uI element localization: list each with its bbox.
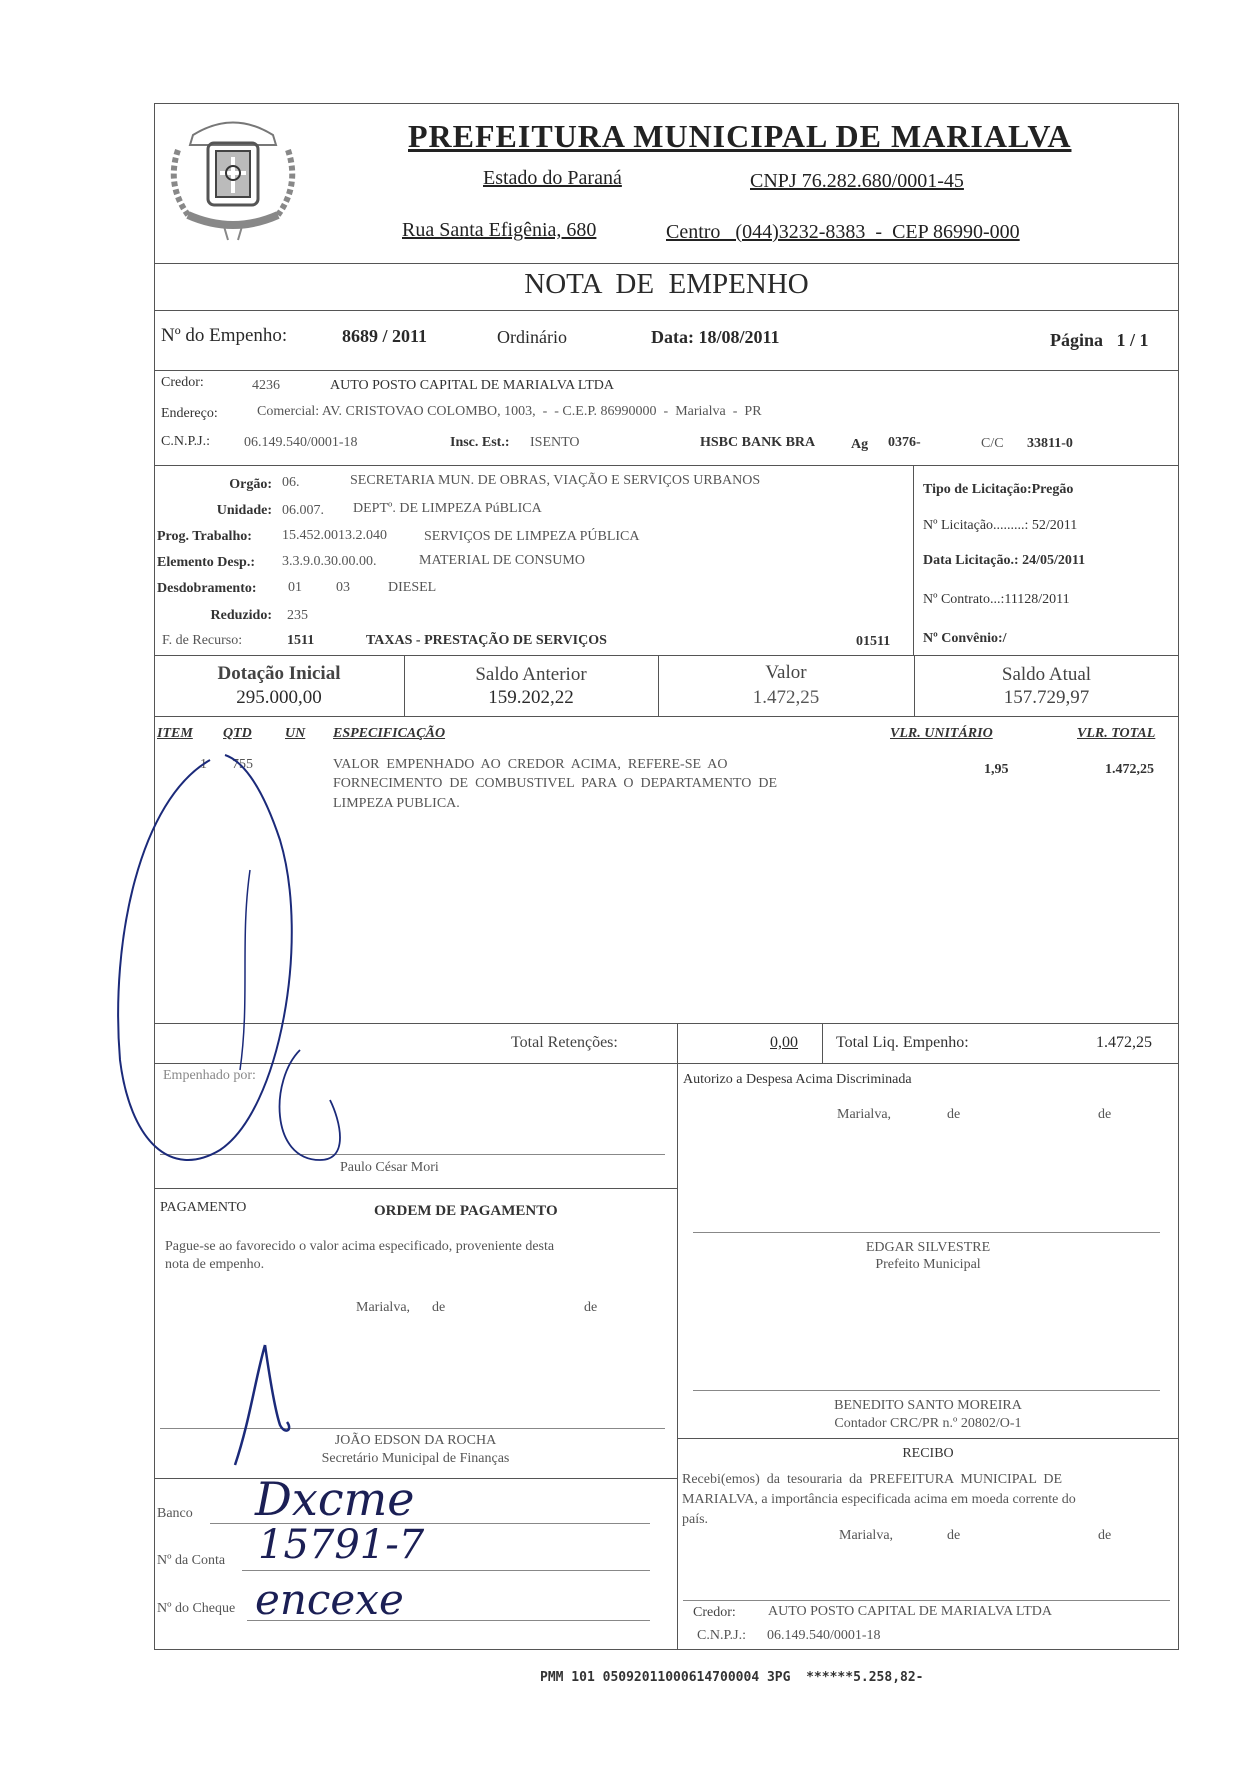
conta-label: Nº da Conta [157,1553,226,1568]
total-liq-label: Total Liq. Empenho: [836,1034,969,1051]
divider [154,465,1179,466]
insc-est-value: ISENTO [530,435,580,450]
pagamento-text-line-1: Pague-se ao favorecido o valor acima especificado, proveniente desta [165,1239,555,1254]
dotacao-inicial-label: Dotação Inicial [217,663,341,684]
document-title: NOTA DE EMPENHO [524,268,809,300]
empenho-number: 8689 / 2011 [342,326,428,346]
col-especificacao: ESPECIFICAÇÃO [333,726,446,741]
data-licitacao: Data Licitação.: 24/05/2011 [923,553,1086,568]
credor-address: Comercial: AV. CRISTOVAO COLOMBO, 1003, - - C.E.P. 86990000 - Marialva - PR [257,404,762,419]
divider [677,1438,1179,1439]
recibo-text-line-1: Recebi(emos) da tesouraria da PREFEITURA MUNICIPAL DE [682,1472,1063,1487]
contador-role: Contador CRC/PR n.º 20802/O-1 [834,1416,1022,1431]
divider [154,655,1179,656]
agency-label: Ag [851,437,869,452]
valor-label: Valor [765,662,807,683]
valor-value: 1.472,25 [752,687,820,708]
recibo-text-line-2: MARIALVA, a importância especificada acima em moeda corrente do [682,1492,1076,1507]
signature-line [693,1232,1160,1233]
credor-cnpj: 06.149.540/0001-18 [244,435,358,450]
unidade-label: Unidade: [216,503,272,518]
divider [677,1063,678,1650]
item-total-value: 1.472,25 [1105,762,1154,777]
recibo-cnpj-label: C.N.P.J.: [697,1628,747,1643]
reduzido-value: 235 [287,608,308,623]
col-vlr-unitario: VLR. UNITÁRIO [890,726,993,741]
recibo-cnpj: 06.149.540/0001-18 [767,1628,881,1643]
desdobramento-name: DIESEL [388,580,437,595]
bank-name: HSBC BANK BRA [700,435,816,450]
city-hall-title: PREFEITURA MUNICIPAL DE MARIALVA [408,118,1072,154]
orgao-label: Orgão: [229,477,272,492]
item-spec-line-2: FORNECIMENTO DE COMBUSTIVEL PARA O DEPARTAMENTO DE [333,776,778,791]
autorizo-place: Marialva, [837,1107,892,1122]
signature-line [683,1600,1170,1601]
recibo-de-1: de [947,1528,961,1543]
recurso-code: 1511 [287,633,315,648]
recurso-name: TAXAS - PRESTAÇÃO DE SERVIÇOS [366,633,607,648]
pagamento-de-2: de [584,1300,598,1315]
divider [154,263,1179,264]
credor-name: AUTO POSTO CAPITAL DE MARIALVA LTDA [330,378,614,393]
credor-address-label: Endereço: [161,406,218,421]
elemento-label: Elemento Desp.: [157,555,255,570]
item-spec-line-1: VALOR EMPENHADO AO CREDOR ACIMA, REFERE-SE AO [333,757,728,772]
recibo-text-line-3: país. [682,1512,709,1527]
prog-trabalho-label: Prog. Trabalho: [157,529,252,544]
prefeito-name: EDGAR SILVESTRE [865,1240,991,1255]
item-unit-value: 1,95 [984,762,1009,777]
orgao-code: 06. [282,475,300,490]
divider [154,1478,677,1479]
conta-handwritten: 15791-7 [258,1522,425,1568]
empenhado-por-label: Empenhado por: [163,1068,256,1083]
dotacao-inicial-value: 295.000,00 [236,687,322,708]
cheque-label: Nº do Cheque [157,1601,236,1616]
recibo-de-2: de [1098,1528,1112,1543]
numero-contrato: Nº Contrato...:11128/2011 [923,592,1070,607]
unidade-code: 06.007. [282,503,324,518]
header-address: Rua Santa Efigênia, 680 [402,219,597,241]
saldo-atual-value: 157.729,97 [1003,687,1090,708]
col-vlr-total: VLR. TOTAL [1077,726,1156,741]
tipo-licitacao: Tipo de Licitação:Pregão [923,482,1074,497]
saldo-atual-label: Saldo Atual [1001,664,1092,685]
pagamento-label: PAGAMENTO [160,1200,247,1215]
credor-code: 4236 [252,378,280,393]
state-name: Estado do Paraná [483,167,622,189]
handwritten-signature-oval [100,740,440,1180]
desdobramento-label: Desdobramento: [157,581,257,596]
elemento-name: MATERIAL DE CONSUMO [419,553,585,568]
pagamento-de-1: de [432,1300,446,1315]
cheque-handwritten: encexe [255,1575,404,1624]
header-phone-cep: Centro (044)3232-8383 - CEP 86990-000 [666,221,1020,243]
ordem-pagamento-label: ORDEM DE PAGAMENTO [374,1203,558,1219]
recibo-credor-label: Credor: [693,1605,736,1620]
col-un: UN [285,726,306,741]
empenhado-signer: Paulo César Mori [340,1160,439,1175]
autorizo-de-2: de [1098,1107,1112,1122]
prog-trabalho-code: 15.452.0013.2.040 [282,528,387,543]
account-label: C/C [981,436,1004,451]
recurso-label: F. de Recurso: [162,633,243,648]
credor-cnpj-label: C.N.P.J.: [161,434,211,449]
divider [913,465,914,655]
total-liq-value: 1.472,25 [1096,1034,1152,1051]
empenho-type: Ordinário [497,327,567,347]
divider [154,716,1179,717]
account-value: 33811-0 [1027,436,1073,451]
coat-of-arms-seal [158,105,308,255]
insc-est-label: Insc. Est.: [450,435,510,450]
recurso-ref: 01511 [856,634,891,649]
reduzido-label: Reduzido: [210,608,272,623]
banco-label: Banco [157,1506,193,1521]
unidade-name: DEPTº. DE LIMPEZA PúBLICA [353,501,542,516]
signature-line [693,1390,1160,1391]
col-item: ITEM [157,726,193,741]
page-number: Página 1 / 1 [1050,330,1149,350]
item-spec-line-3: LIMPEZA PUBLICA. [333,796,460,811]
elemento-code: 3.3.9.0.30.00.00. [282,554,377,569]
conta-line [242,1570,650,1571]
recibo-label: RECIBO [902,1446,954,1461]
autorizo-de-1: de [947,1107,961,1122]
credor-label: Credor: [161,375,204,390]
autorizo-label: Autorizo a Despesa Acima Discriminada [683,1072,912,1087]
desdobramento-a: 01 [288,580,302,595]
contador-name: BENEDITO SANTO MOREIRA [834,1398,1022,1413]
secretario-name: JOÃO EDSON DA ROCHA [334,1433,497,1448]
divider [677,1023,678,1063]
empenho-label: Nº do Empenho: [161,325,288,346]
numero-licitacao: Nº Licitação.........: 52/2011 [923,518,1078,533]
handwritten-signature-mark [225,1340,305,1470]
empenho-date: Data: 18/08/2011 [651,327,780,347]
recibo-place: Marialva, [839,1528,894,1543]
saldo-anterior-label: Saldo Anterior [475,664,587,685]
prefeito-role: Prefeito Municipal [875,1257,981,1272]
header-cnpj: CNPJ 76.282.680/0001-45 [750,170,964,192]
item-qtd: 755 [232,757,253,772]
total-retencoes-value: 0,00 [770,1034,798,1051]
recibo-credor-name: AUTO POSTO CAPITAL DE MARIALVA LTDA [768,1604,1052,1619]
saldo-anterior-value: 159.202,22 [488,687,574,708]
divider [822,1023,823,1063]
divider [154,1188,677,1189]
pagamento-text-line-2: nota de empenho. [165,1257,265,1272]
agency-value: 0376- [888,435,921,450]
total-retencoes-label: Total Retenções: [511,1034,618,1051]
numero-convenio: Nº Convênio:/ [923,631,1007,646]
banco-handwritten: Dxcme [255,1472,415,1526]
divider [154,310,1179,311]
secretario-role: Secretário Municipal de Finanças [321,1451,510,1466]
divider [154,370,1179,371]
item-number: 1 [200,757,207,772]
footer-code: PMM 101 05092011000614700004 3PG ******5.258,82- [540,1670,924,1685]
pagamento-place: Marialva, [356,1300,411,1315]
prog-trabalho-name: SERVIÇOS DE LIMPEZA PÚBLICA [424,529,640,544]
col-qtd: QTD [223,726,252,741]
desdobramento-b: 03 [336,580,350,595]
orgao-name: SECRETARIA MUN. DE OBRAS, VIAÇÃO E SERVIÇOS URBANOS [350,473,761,488]
